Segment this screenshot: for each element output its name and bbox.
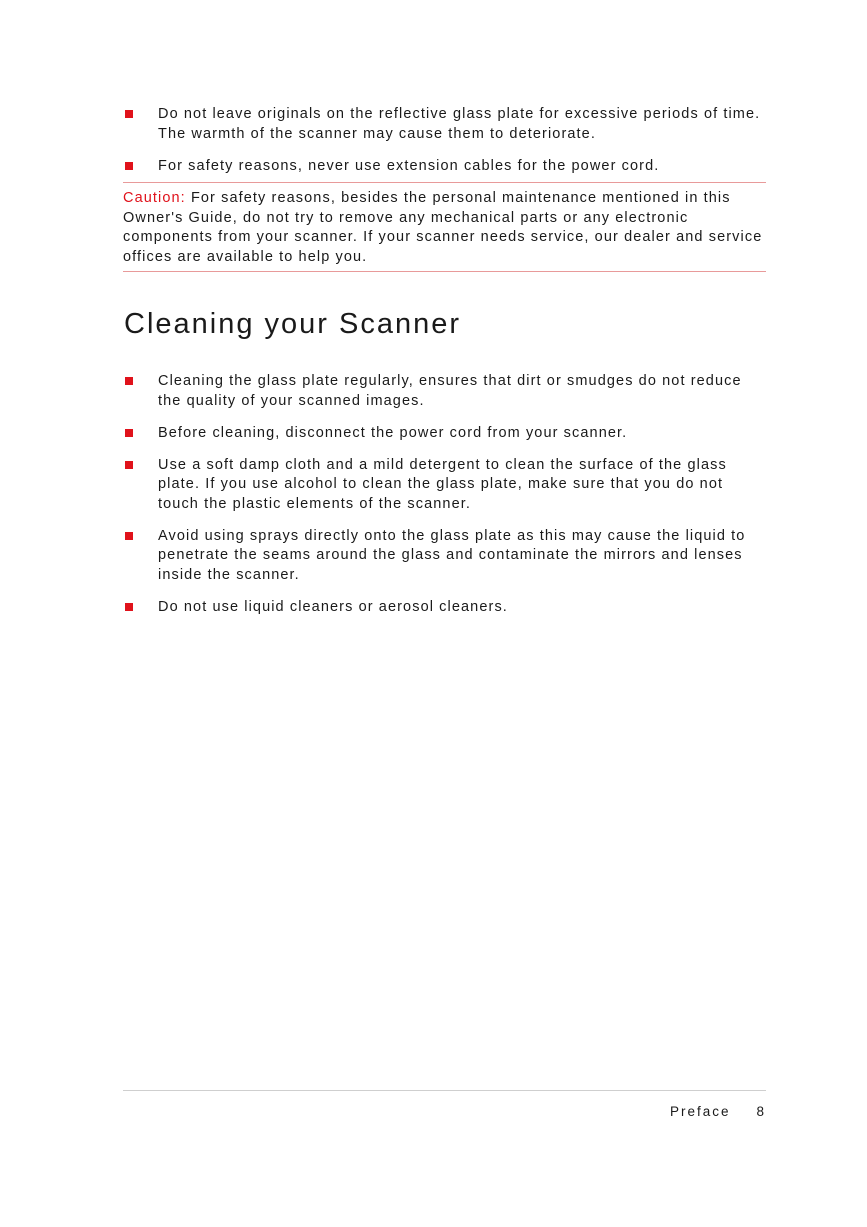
list-item xyxy=(124,105,766,144)
bullet-text: Before cleaning, disconnect the power cord from your scanner. xyxy=(158,424,628,441)
section-title: Cleaning your Scanner xyxy=(124,308,462,340)
list-item xyxy=(124,456,766,515)
square-bullet-icon xyxy=(125,377,133,385)
square-bullet-icon xyxy=(125,603,133,611)
page-footer xyxy=(670,1104,766,1119)
list-item xyxy=(124,424,766,444)
list-item xyxy=(124,527,766,586)
page-number: 8 xyxy=(756,1104,766,1119)
footer-divider xyxy=(123,1090,766,1091)
square-bullet-icon xyxy=(125,532,133,540)
bullet-text: Do not leave originals on the reflective glass plate for excessive periods of time. The warmth of the scanner may cause them to deteriorate. xyxy=(158,106,761,142)
square-bullet-icon xyxy=(125,429,133,437)
bullet-text: Use a soft damp cloth and a mild detergent to clean the surface of the glass plate. If you use alcohol to clean the glass plate, make sure that you do not touch the plastic elements of the scanner. xyxy=(158,456,727,512)
cleaning-list xyxy=(124,372,766,630)
bullet-text: For safety reasons, never use extension cables for the power cord. xyxy=(158,157,660,174)
list-item xyxy=(124,372,766,411)
bullet-text: Do not use liquid cleaners or aerosol cleaners. xyxy=(158,598,508,615)
square-bullet-icon xyxy=(125,162,133,170)
footer-section-label: Preface xyxy=(669,1104,731,1119)
square-bullet-icon xyxy=(125,461,133,469)
caution-label: Caution: xyxy=(123,190,186,206)
square-bullet-icon xyxy=(125,110,133,118)
caution-text: For safety reasons, besides the personal maintenance mentioned in this Owner's Guide, do not try to remove any mechanical parts or any electronic components from your scanner. If your scanner needs service, our dealer and service offices are available to help you. xyxy=(123,190,763,265)
caution-box xyxy=(123,182,766,272)
bullet-text: Avoid using sprays directly onto the glass plate as this may cause the liquid to penetrate the seams around the glass and contaminate the mirrors and lenses inside the scanner. xyxy=(158,527,746,583)
list-item xyxy=(124,157,766,177)
list-item xyxy=(124,598,766,618)
precautions-list xyxy=(124,105,766,189)
bullet-text: Cleaning the glass plate regularly, ensures that dirt or smudges do not reduce the quality of your scanned images. xyxy=(158,373,742,409)
